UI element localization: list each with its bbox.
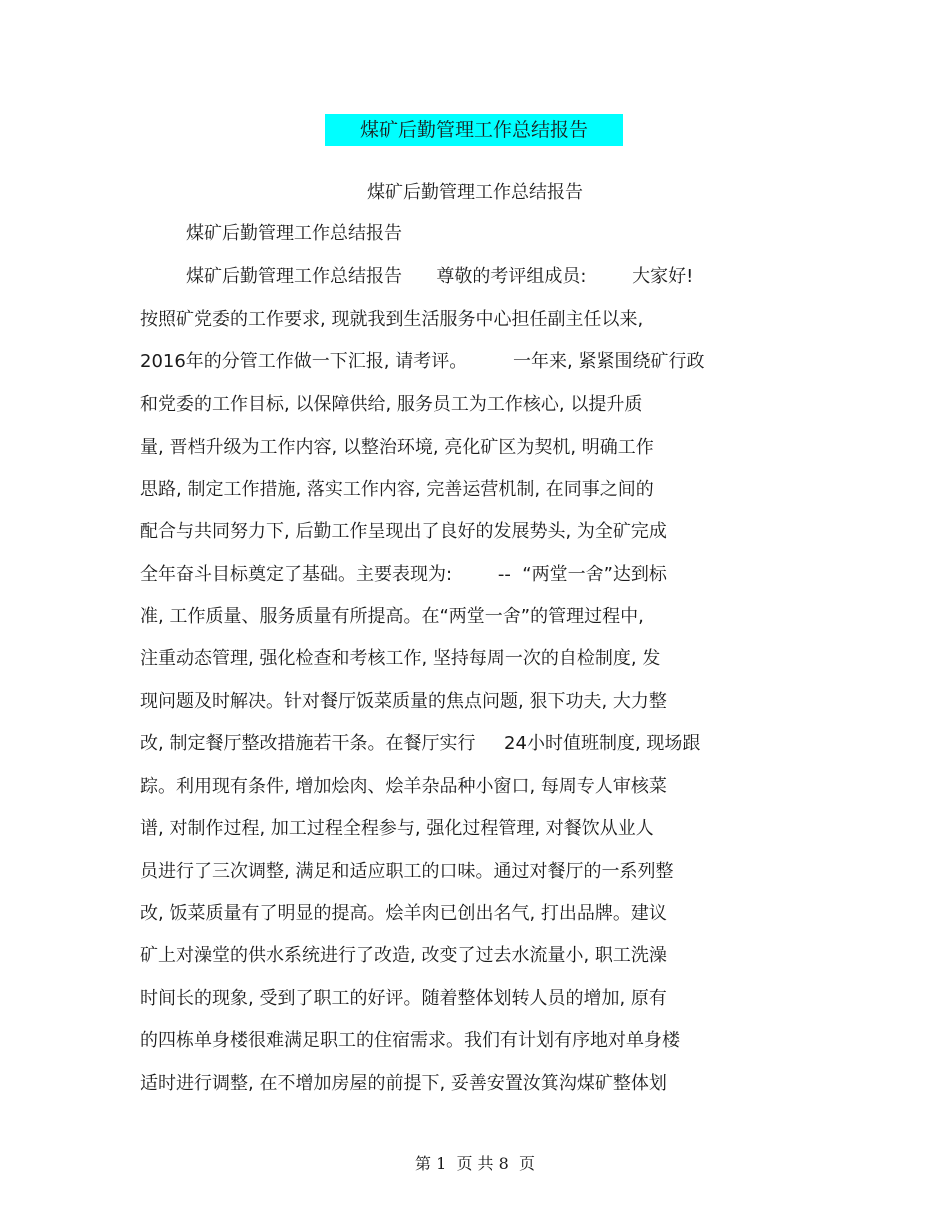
paragraph-line: 2016年的分管工作做一下汇报, 请考评。 一年来, 紧紧围绕矿行政 (140, 351, 705, 372)
paragraph-line: 量, 晋档升级为工作内容, 以整治环境, 亮化矿区为契机, 明确工作 (140, 437, 654, 458)
paragraph-line: 适时进行调整, 在不增加房屋的前提下, 妥善安置汝箕沟煤矿整体划 (140, 1073, 667, 1094)
paragraph-line: 的四栋单身楼很难满足职工的住宿需求。我们有计划有序地对单身楼 (140, 1030, 680, 1051)
paragraph-line: 踪。利用现有条件, 增加烩肉、烩羊杂品种小窗口, 每周专人审核菜 (140, 776, 667, 797)
paragraph-line: 煤矿后勤管理工作总结报告 尊敬的考评组成员: 大家好! (186, 266, 694, 287)
paragraph-line: 注重动态管理, 强化检查和考核工作, 坚持每周一次的自检制度, 发 (140, 648, 661, 669)
paragraph-line: 和党委的工作目标, 以保障供给, 服务员工为工作核心, 以提升质 (140, 394, 643, 415)
document-heading: 煤矿后勤管理工作总结报告 (325, 114, 623, 146)
paragraph-line: 全年奋斗目标奠定了基础。主要表现为: -- “两堂一舍”达到标 (140, 564, 667, 585)
paragraph-line: 准, 工作质量、服务质量有所提高。在“两堂一舍”的管理过程中, (140, 606, 644, 627)
paragraph-line: 改, 饭菜质量有了明显的提高。烩羊肉已创出名气, 打出品牌。建议 (140, 903, 667, 924)
paragraph-line: 改, 制定餐厅整改措施若干条。在餐厅实行 24小时值班制度, 现场跟 (140, 733, 701, 754)
paragraph-line: 思路, 制定工作措施, 落实工作内容, 完善运营机制, 在同事之间的 (140, 479, 654, 500)
paragraph-line: 时间长的现象, 受到了职工的好评。随着整体划转人员的增加, 原有 (140, 988, 667, 1009)
document-subtitle: 煤矿后勤管理工作总结报告 (367, 182, 583, 203)
paragraph-line: 按照矿党委的工作要求, 现就我到生活服务中心担任副主任以来, (140, 309, 644, 330)
paragraph-line: 煤矿后勤管理工作总结报告 (186, 223, 402, 244)
paragraph-line: 配合与共同努力下, 后勤工作呈现出了良好的发展势头, 为全矿完成 (140, 521, 667, 542)
paragraph-line: 矿上对澡堂的供水系统进行了改造, 改变了过去水流量小, 职工洗澡 (140, 945, 667, 966)
paragraph-line: 员进行了三次调整, 满足和适应职工的口味。通过对餐厅的一系列整 (140, 861, 674, 882)
paragraph-line: 谱, 对制作过程, 加工过程全程参与, 强化过程管理, 对餐饮从业人 (140, 818, 654, 839)
paragraph-line: 现问题及时解决。针对餐厅饭菜质量的焦点问题, 狠下功夫, 大力整 (140, 691, 667, 712)
page-number-footer: 第 1 页 共 8 页 (415, 1154, 535, 1173)
